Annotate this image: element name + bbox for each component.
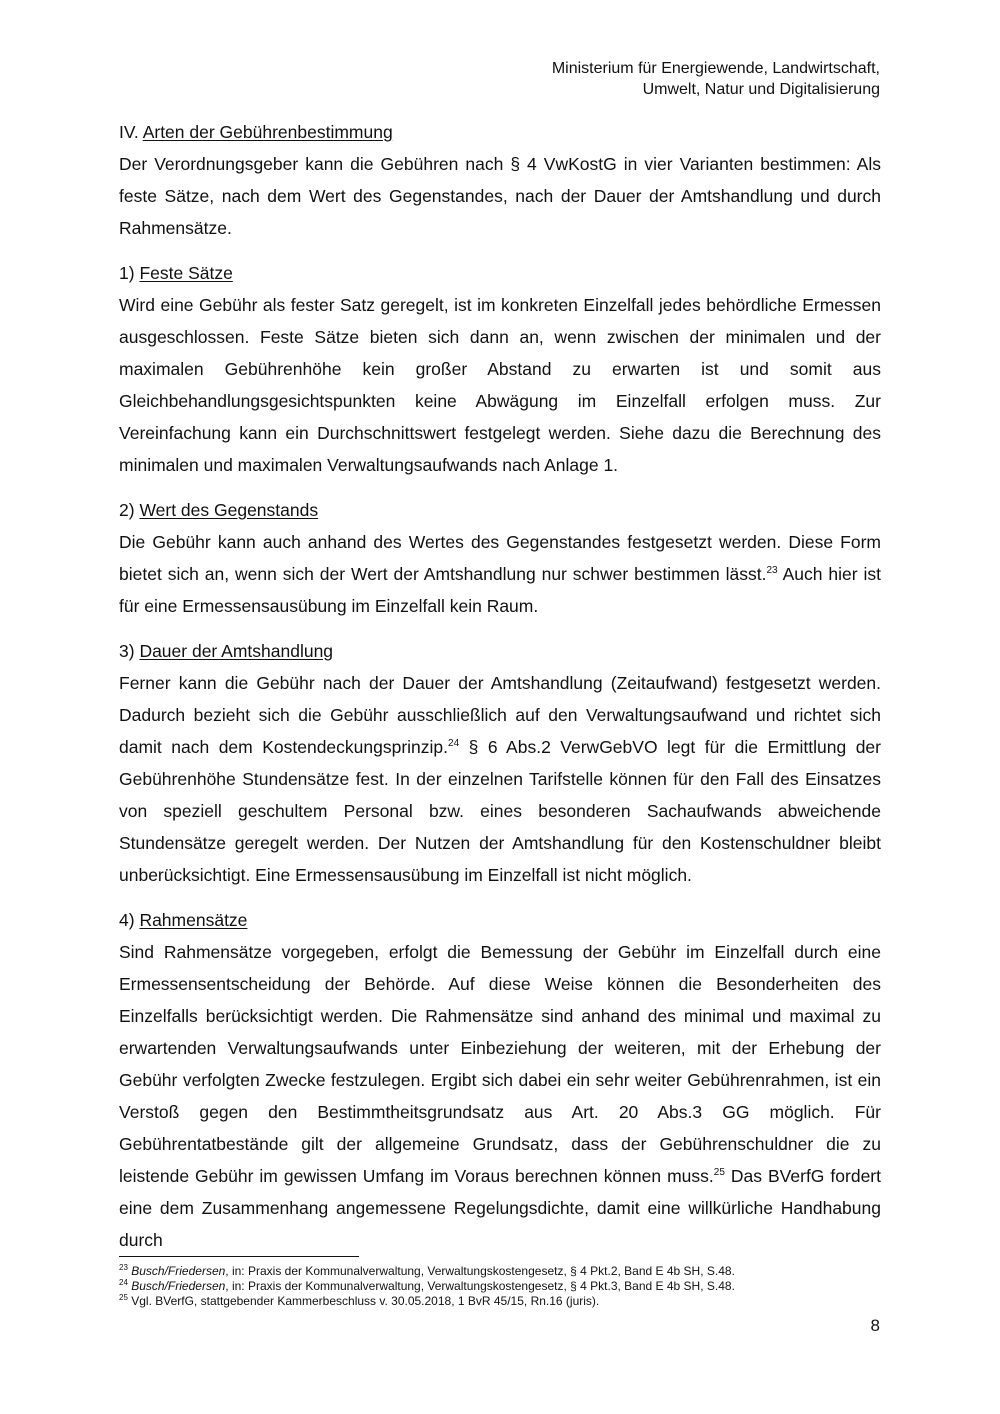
section-title: Dauer der Amtshandlung: [139, 641, 334, 661]
paragraph: Wird eine Gebühr als fester Satz geregelt, ist im konkreten Einzelfall jedes behördliche Ermessen ausgeschlossen. Feste Sätze bieten sich dann an, wenn zwischen der minimalen und der maximalen Gebührenhöhe kein großer Abstand zu erwarten ist und somit aus Gleichbehandlungsgesichtspunkten keine Abwägung im Einzelfall erfolgen muss. Zur Vereinfachung kann ein Durchschnittswert festgelegt werden. Siehe dazu die Berechnung des minimalen und maximalen Verwaltungsaufwands nach Anlage 1.: [119, 295, 881, 475]
footnote-ref[interactable]: 25: [713, 1167, 725, 1179]
section-feste-saetze: [119, 257, 881, 481]
section-title: Wert des Gegenstands: [139, 500, 319, 520]
section-heading: 2) Wert des Gegenstands: [119, 500, 319, 520]
section-heading: 4) Rahmensätze: [119, 910, 248, 930]
section-title: Arten der Gebührenbestimmung: [142, 122, 393, 142]
main-content: [119, 116, 881, 1269]
footnote-item: $^{25}$ Vgl. BVerfG, stattgebender Kammerbeschluss v. 30.05.2018, 1 BvR 45/15, Rn.16 (juris).: [119, 1293, 600, 1308]
paragraph: Der Verordnungsgeber kann die Gebühren nach § 4 VwKostG in vier Varianten bestimmen: Als feste Sätze, nach dem Wert des Gegenstandes, nach der Dauer der Amtshandlung und durch Rahmensätze.: [119, 154, 881, 238]
section-dauer-der-amtshandlung: [119, 635, 881, 891]
section-title: Rahmensätze: [139, 910, 248, 930]
footnote-ref[interactable]: 24: [448, 738, 460, 750]
header-line-2: Umwelt, Natur und Digitalisierung: [642, 81, 880, 98]
footnote-item: $^{23}$ Busch/Friedersen, in: Praxis der Kommunalverwaltung, Verwaltungskostengesetz, § 4 Pkt.2, Band E 4b SH, S.48.: [119, 1263, 735, 1278]
section-rahmensaetze: [119, 904, 881, 1256]
footnote-ref[interactable]: 23: [766, 565, 778, 577]
section-title: Feste Sätze: [139, 263, 233, 283]
paragraph: Sind Rahmensätze vorgegeben, erfolgt die Bemessung der Gebühr im Einzelfall durch eine Ermessensentscheidung der Behörde. Auf diese Weise können die Besonderheiten des Einzelfalls berücksichtigt werden. Die Rahmensätze sind anhand des minimal und maximal zu erwartenden Verwaltungsaufwands unter Einbeziehung der weiteren, mit der Erhebung der Gebühr verfolgten Zwecke festzulegen. Ergibt sich dabei ein sehr weiter Gebührenrahmen, ist ein Verstoß gegen den Bestimmtheitsgrundsatz aus Art. 20 Abs.3 GG möglich. Für Gebührentatbestände gilt der allgemeine Grundsatz, dass der Gebührenschuldner die zu leistende Gebühr im gewissen Umfang im Voraus berechnen können muss.$^{25}$ Das BVerfG fordert eine dem Zusammenhang angemessene Regelungsdichte, damit eine willkürliche Handhabung durch: [119, 942, 881, 1250]
section-heading: 1) Feste Sätze: [119, 263, 233, 283]
footnotes: [119, 1264, 881, 1309]
footnote-item: $^{24}$ Busch/Friedersen, in: Praxis der Kommunalverwaltung, Verwaltungskostengesetz, § 4 Pkt.3, Band E 4b SH, S.48.: [119, 1278, 735, 1293]
page-number: 8: [870, 1316, 880, 1335]
page-header: [552, 58, 880, 100]
section-heading: IV. Arten der Gebührenbestimmung: [119, 122, 393, 142]
footnote-separator: [119, 1256, 359, 1257]
section-heading: 3) Dauer der Amtshandlung: [119, 641, 334, 661]
section-intro: [119, 116, 881, 244]
header-line-1: Ministerium für Energiewende, Landwirtschaft,: [551, 60, 880, 77]
paragraph: Ferner kann die Gebühr nach der Dauer der Amtshandlung (Zeitaufwand) festgesetzt werden. Dadurch bezieht sich die Gebühr ausschließlich auf den Verwaltungsaufwand und richtet sich damit nach dem Kostendeckungsprinzip.$^{24}$ § 6 Abs.2 VerwGebVO legt für die Ermittlung der Gebührenhöhe Stundensätze fest. In der einzelnen Tarifstelle können für den Fall des Einsatzes von speziell geschultem Personal bzw. eines besonderen Sachaufwands abweichende Stundensätze geregelt werden. Der Nutzen der Amtshandlung für den Kostenschuldner bleibt unberücksichtigt. Eine Ermessensausübung im Einzelfall ist nicht möglich.: [119, 673, 881, 885]
paragraph: Die Gebühr kann auch anhand des Wertes des Gegenstandes festgesetzt werden. Diese Form bietet sich an, wenn sich der Wert der Amtshandlung nur schwer bestimmen lässt.$^{23}$ Auch hier ist für eine Ermessensausübung im Einzelfall kein Raum.: [119, 532, 881, 616]
section-wert-des-gegenstands: [119, 494, 881, 622]
